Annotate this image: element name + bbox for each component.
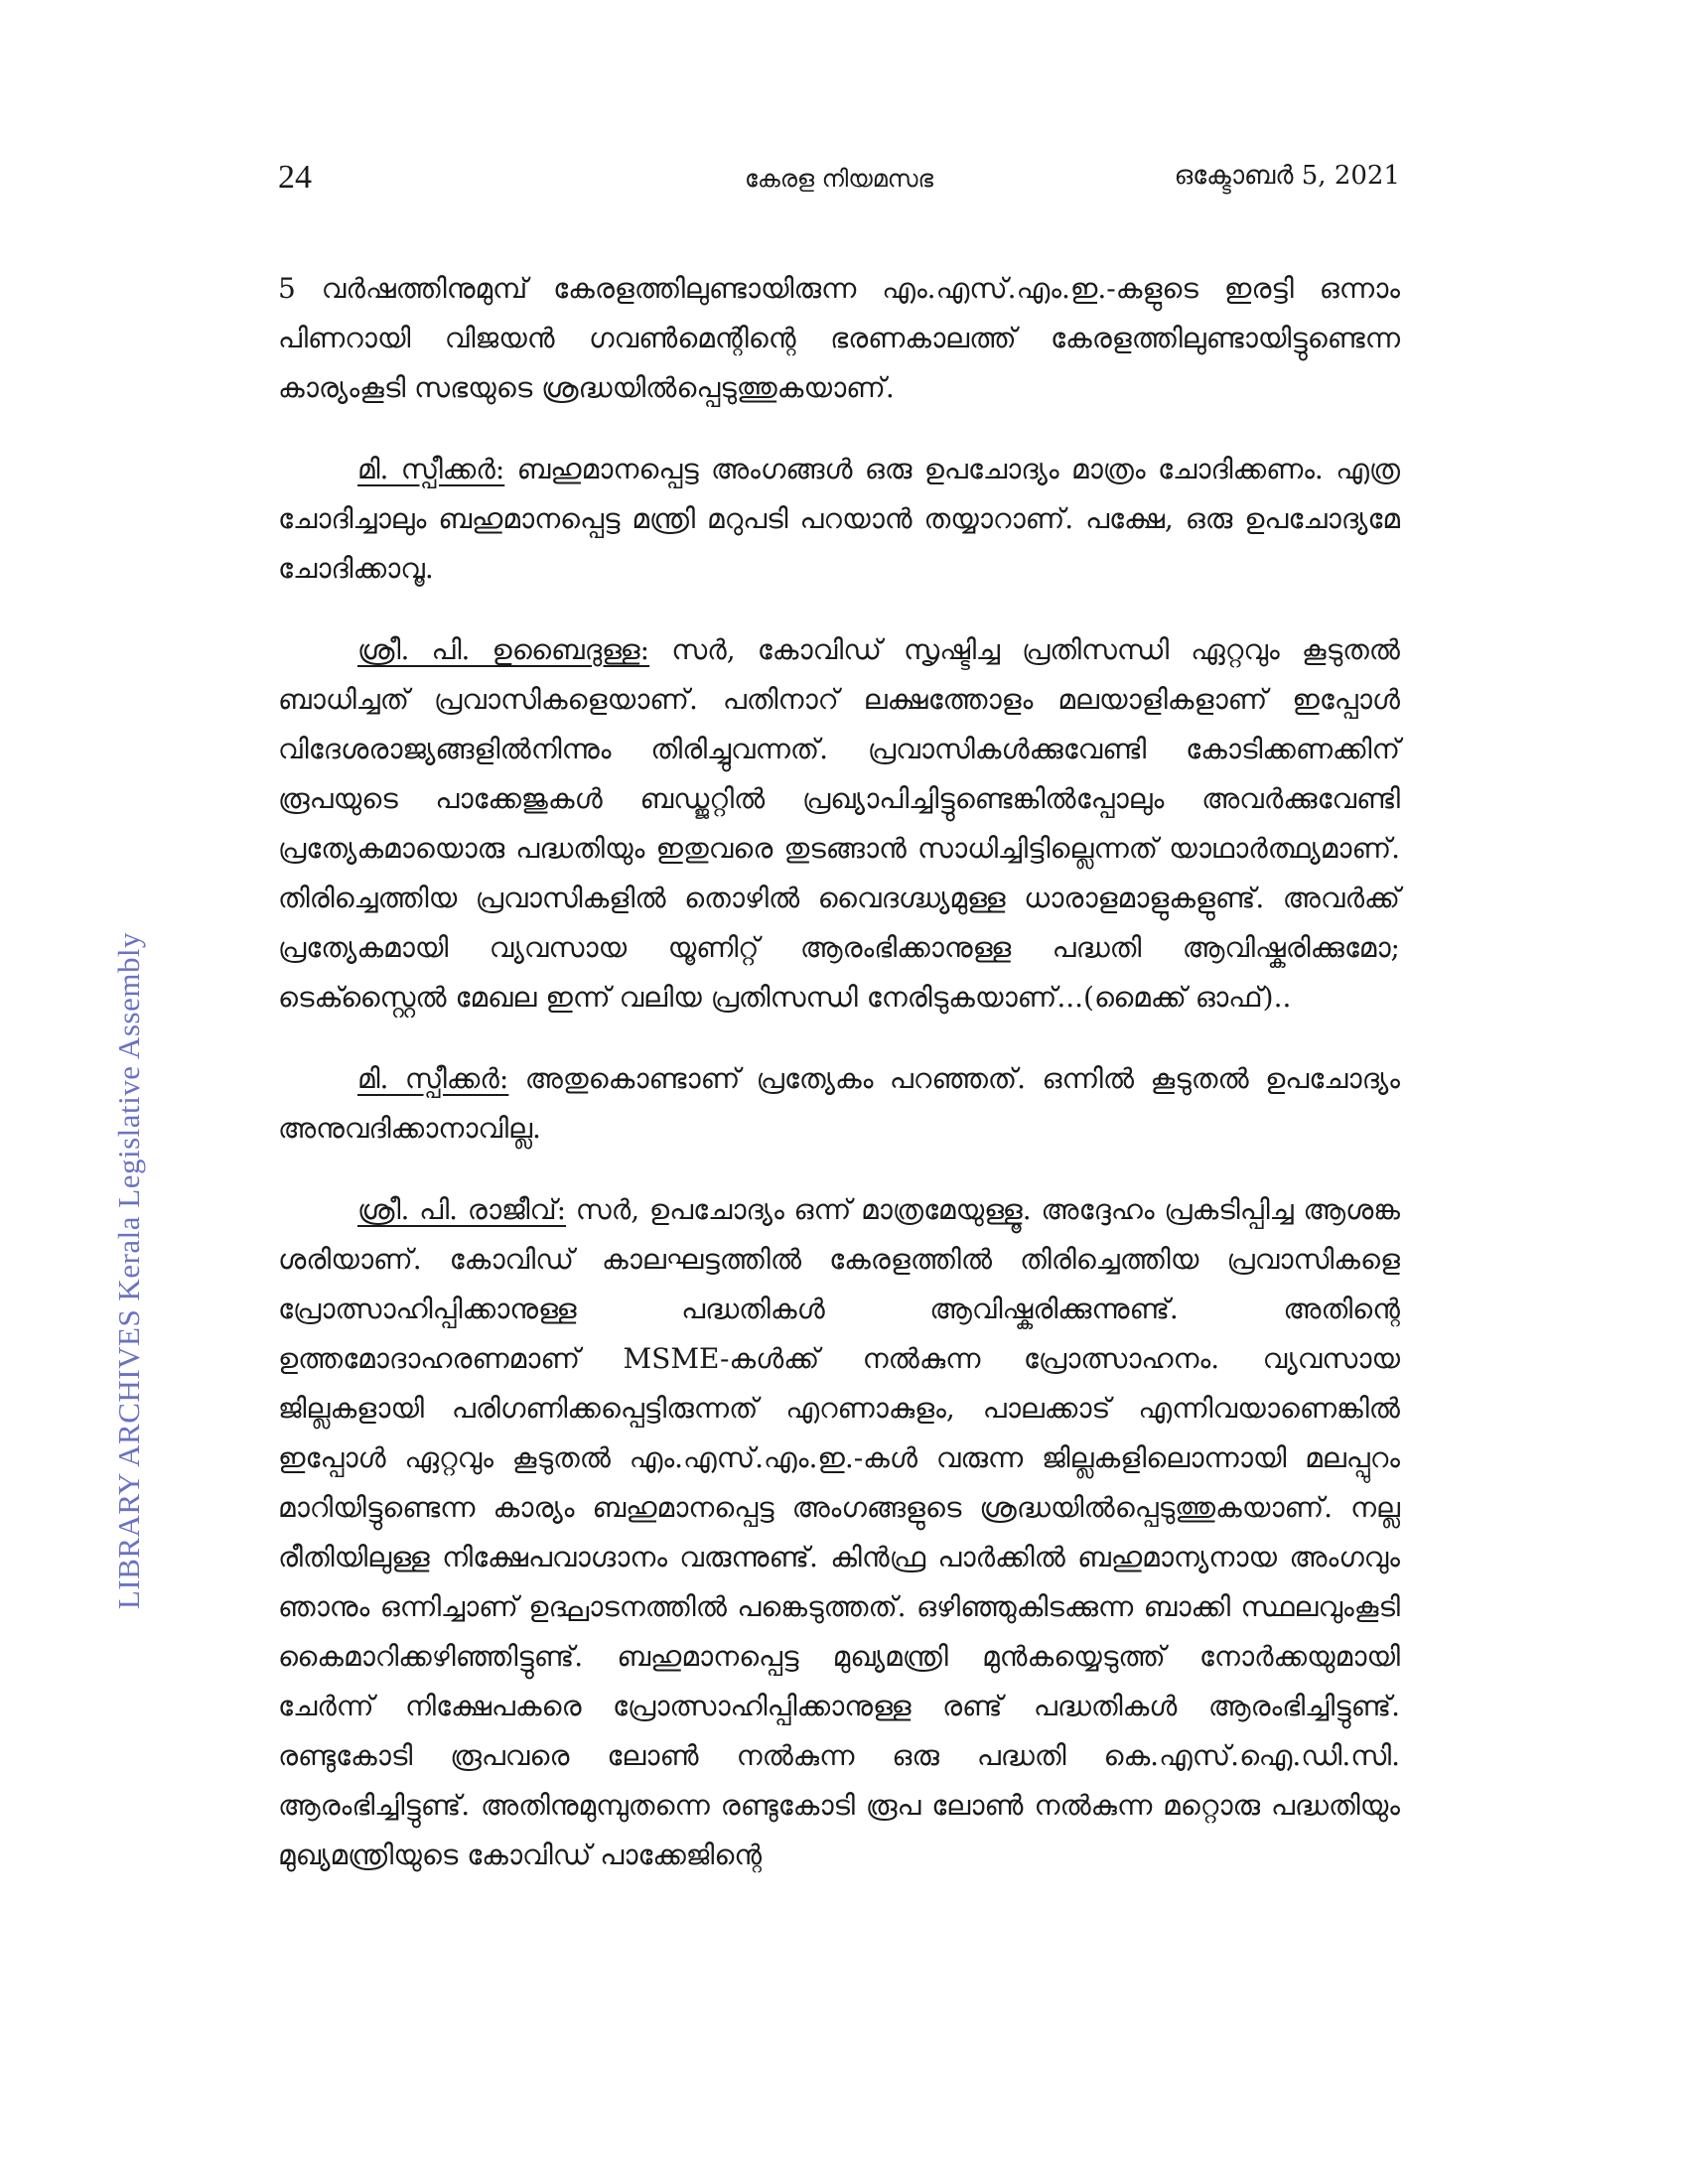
paragraph-text: ബഹുമാനപ്പെട്ട അംഗങ്ങൾ ഒരു ഉപചോദ്യം മാത്രം ചോദിക്കണം. എത്ര ചോദിച്ചാലും ബഹുമാനപ്പെട്ട മന്ത്രി മറുപടി പറയാൻ തയ്യാറാണ്. പക്ഷേ, ഒരു ഉപചോദ്യമേ ചോദിക്കാവൂ. [278, 453, 1400, 585]
paragraph-text: സർ, ഉപചോദ്യം ഒന്ന് മാത്രമേയുള്ളൂ. അദ്ദേഹം പ്രകടിപ്പിച്ച ആശങ്ക ശരിയാണ്. കോവിഡ് കാലഘട്ടത്തിൽ കേരളത്തിൽ തിരിച്ചെത്തിയ പ്രവാസികളെ പ്രോത്സാഹിപ്പിക്കാനുള്ള പദ്ധതികൾ ആവിഷ്കരിക്കുന്നുണ്ട്. അതിന്റെ ഉത്തമോദാഹരണമാണ് MSME-കൾക്ക് നൽകുന്ന പ്രോത്സാഹനം. വ്യവസായ ജില്ലകളായി പരിഗണിക്കപ്പെട്ടിരുന്നത് എറണാകുളം, പാലക്കാട് എന്നിവയാണെങ്കിൽ ഇപ്പോൾ ഏറ്റവും കൂടുതൽ എം.എസ്.എം.ഇ.-കൾ വരുന്ന ജില്ലകളിലൊന്നായി മലപ്പുറം മാറിയിട്ടുണ്ടെന്ന കാര്യം ബഹുമാനപ്പെട്ട അംഗങ്ങളുടെ ശ്രദ്ധയിൽപ്പെടുത്തുകയാണ്. നല്ല രീതിയിലുള്ള നിക്ഷേപവാഗ്ദാനം വരുന്നുണ്ട്. കിൻഫ്ര പാർക്കിൽ ബഹുമാന്യനായ അംഗവും ഞാനും ഒന്നിച്ചാണ് ഉദ്ഘാടനത്തിൽ പങ്കെടുത്തത്. ഒഴിഞ്ഞുകിടക്കുന്ന ബാക്കി സ്ഥലവുംകൂടി കൈമാറിക്കഴിഞ്ഞിട്ടുണ്ട്. ബഹുമാനപ്പെട്ട മുഖ്യമന്ത്രി മുൻകയ്യെടുത്ത് നോർക്കയുമായി ചേർന്ന് നിക്ഷേപകരെ പ്രോത്സാഹിപ്പിക്കാനുള്ള രണ്ട് പദ്ധതികൾ ആരംഭിച്ചിട്ടുണ്ട്. രണ്ടുകോടി രൂപവരെ ലോൺ നൽകുന്ന ഒരു പദ്ധതി കെ.എസ്.ഐ.ഡി.സി. ആരംഭിച്ചിട്ടുണ്ട്. അതിനുമുമ്പുതന്നെ രണ്ടുകോടി രൂപ ലോൺ നൽകുന്ന മറ്റൊരു പദ്ധതിയും മുഖ്യമന്ത്രിയുടെ കോവിഡ് പാക്കേജിന്റെ [278, 1193, 1400, 1871]
paragraph-3 [278, 625, 1400, 1023]
paragraph-text: അതുകൊണ്ടാണ് പ്രത്യേകം പറഞ്ഞത്. ഒന്നിൽ കൂടുതൽ ഉപചോദ്യം അനുവദിക്കാനാവില്ല. [278, 1062, 1401, 1145]
paragraph-4 [278, 1054, 1400, 1154]
page-header [278, 159, 1400, 208]
paragraph-text: 5 വർഷത്തിനുമുമ്പ് കേരളത്തിലുണ്ടായിരുന്ന എം.എസ്.എം.ഇ.-കളുടെ ഇരട്ടി ഒന്നാം പിണറായി വിജയൻ ഗവൺമെന്റിന്റെ ഭരണകാലത്ത് കേരളത്തിലുണ്ടായിട്ടുണ്ടെന്ന കാര്യംകൂടി സഭയുടെ ശ്രദ്ധയിൽപ്പെടുത്തുകയാണ്. [278, 272, 1400, 404]
side-watermark: LIBRARY ARCHIVES Kerala Legislative Assembly [111, 931, 146, 1610]
paragraph-text: സർ, കോവിഡ് സൃഷ്ടിച്ച പ്രതിസന്ധി ഏറ്റവും കൂടുതൽ ബാധിച്ചത് പ്രവാസികളെയാണ്. പതിനാറ് ലക്ഷത്തോളം മലയാളികളാണ് ഇപ്പോൾ വിദേശരാജ്യങ്ങളിൽനിന്നും തിരിച്ചുവന്നത്. പ്രവാസികൾക്കുവേണ്ടി കോടിക്കണക്കിന് രൂപയുടെ പാക്കേജുകൾ ബഡ്ജറ്റിൽ പ്രഖ്യാപിച്ചിട്ടുണ്ടെങ്കിൽപ്പോലും അവർക്കുവേണ്ടി പ്രത്യേകമായൊരു പദ്ധതിയും ഇതുവരെ തുടങ്ങാൻ സാധിച്ചിട്ടില്ലെന്നത് യാഥാർത്ഥ്യമാണ്. തിരിച്ചെത്തിയ പ്രവാസികളിൽ തൊഴിൽ വൈദഗ്ദ്ധ്യമുള്ള ധാരാളമാളുകളുണ്ട്. അവർക്ക് പ്രത്യേകമായി വ്യവസായ യൂണിറ്റ് ആരംഭിക്കാനുള്ള പദ്ധതി ആവിഷ്കരിക്കുമോ; ടെക്സ്റ്റൈൽ മേഖല ഇന്ന് വലിയ പ്രതിസന്ധി നേരിടുകയാണ്...(മൈക്ക് ഓഫ്).. [278, 633, 1401, 1014]
header-date: ഒക്ടോബർ 5, 2021 [1174, 161, 1400, 191]
speaker-name: മി. സ്പീക്കർ: [357, 1062, 509, 1095]
speaker-name: മി. സ്പീക്കർ: [357, 453, 505, 485]
paragraph-2 [278, 445, 1400, 594]
paragraph-5 [278, 1185, 1400, 1880]
page-number: 24 [278, 159, 312, 196]
header-title: കേരള നിയമസഭ [744, 165, 934, 193]
speaker-name: ശ്രീ. പി. രാജീവ്: [357, 1193, 567, 1226]
paragraph-1 [278, 264, 1400, 413]
proceedings-text [278, 264, 1400, 1912]
speaker-name: ശ്രീ. പി. ഉബൈദുള്ള: [357, 633, 650, 666]
